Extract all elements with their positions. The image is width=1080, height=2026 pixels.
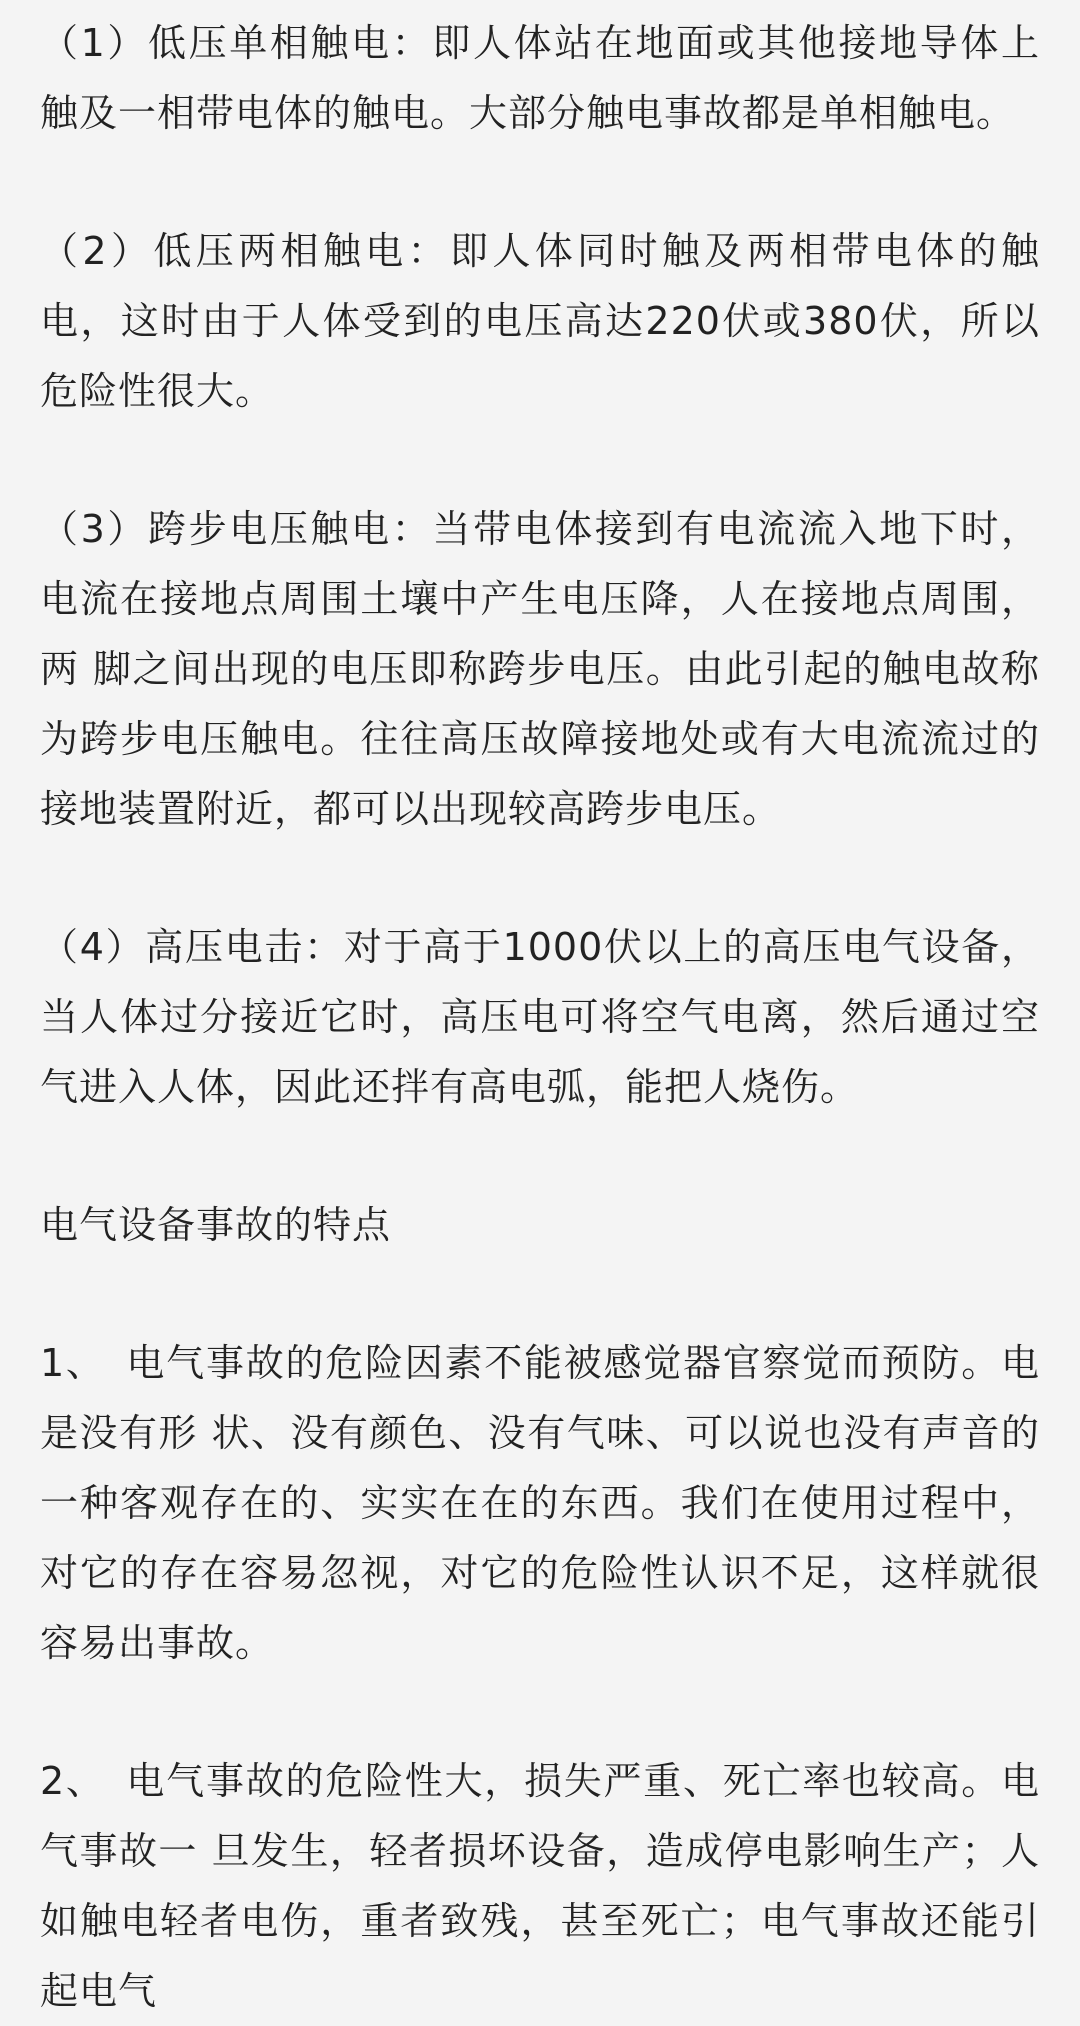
paragraph-step-voltage-shock: （3）跨步电压触电：当带电体接到有电流流入地下时，电流在接地点周围土壤中产生电压降，人在接地点周围，两 脚之间出现的电压即称跨步电压。由此引起的触电故称为跨步电压触电。往往高压故障接地处或有大电流流过的接地装置附近，都可以出现较高跨步电压。 [40, 507, 1040, 831]
paragraph-feature-1: 1、 电气事故的危险因素不能被感觉器官察觉而预防。电是没有形 状、没有颜色、没有气味、可以说也没有声音的一种客观存在的、实实在在的东西。我们在使用过程中，对它的存在容易忽视，对它的危险性认识不足，这样就很容易出事故。 [40, 1341, 1040, 1665]
paragraph-single-phase-shock: （1）低压单相触电：即人体站在地面或其他接地导体上触及一相带电体的触电。大部分触电事故都是单相触电。 [40, 21, 1040, 135]
paragraph-two-phase-shock: （2）低压两相触电：即人体同时触及两相带电体的触电，这时由于人体受到的电压高达220伏或380伏，所以危险性很大。 [40, 229, 1040, 413]
paragraph-high-voltage-shock: （4）高压电击：对于高于1000伏以上的高压电气设备，当人体过分接近它时，高压电可将空气电离，然后通过空气进入人体，因此还拌有高电弧，能把人烧伤。 [40, 925, 1040, 1109]
paragraph-feature-2: 2、 电气事故的危险性大，损失严重、死亡率也较高。电气事故一 旦发生，轻者损坏设备，造成停电影响生产；人如触电轻者电伤，重者致残，甚至死亡；电气事故还能引起电气 [40, 1759, 1040, 2013]
section-heading-accident-features: 电气设备事故的特点 [40, 1203, 392, 1247]
